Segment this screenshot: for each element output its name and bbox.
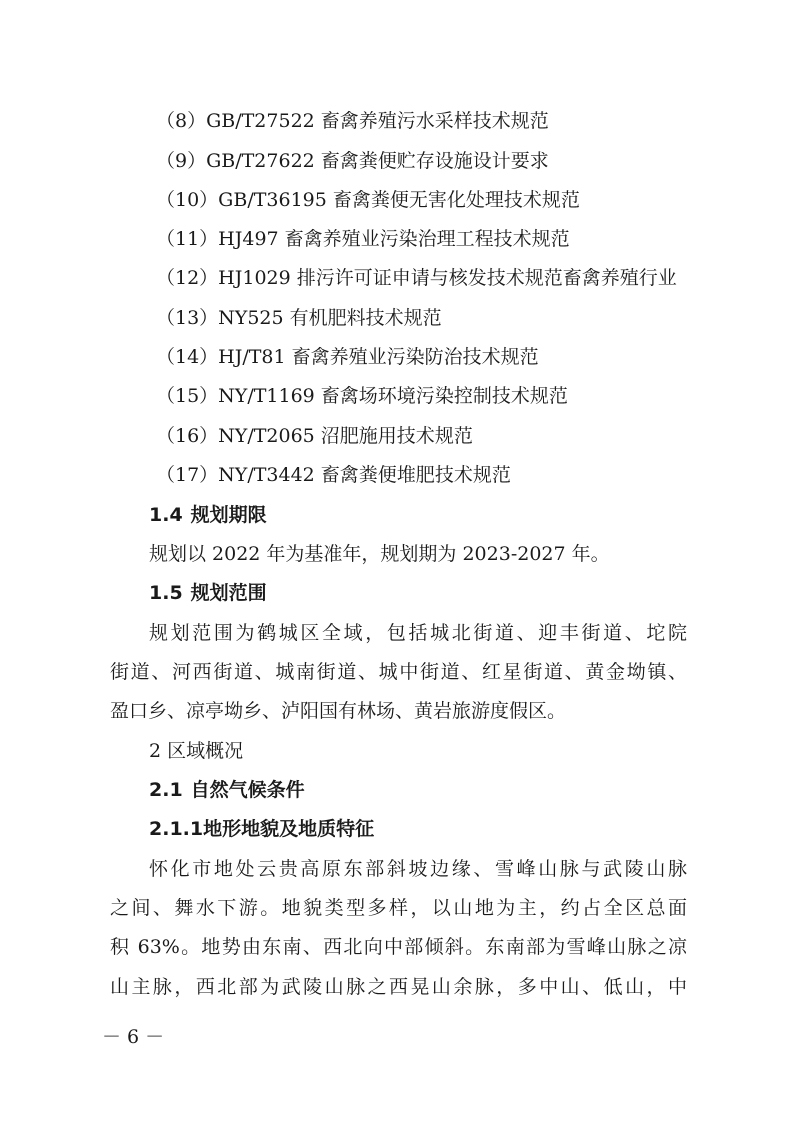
- section-2-1-1-line-4: 山主脉，西北部为武陵山脉之西晃山余脉，多中山、低山，中: [110, 976, 687, 998]
- section-2-1-1-line-3: 积 63%。地势由东南、西北向中部倾斜。东南部为雪峰山脉之凉: [110, 936, 687, 958]
- reference-item-15: （15）NY/T1169 畜禽场环境污染控制技术规范: [156, 385, 568, 407]
- section-2-1-1-line-2: 之间、舞水下游。地貌类型多样，以山地为主，约占全区总面: [110, 897, 687, 919]
- section-1-5-line-3: 盈口乡、凉亭坳乡、泸阳国有林场、黄岩旅游度假区。: [110, 700, 567, 722]
- reference-item-11: （11）HJ497 畜禽养殖业污染治理工程技术规范: [156, 228, 570, 250]
- section-heading-2-1-1: [149, 817, 729, 841]
- section-number: 2.1: [149, 779, 183, 801]
- section-title: 规划期限: [190, 504, 267, 526]
- section-title: 规划范围: [190, 582, 267, 604]
- reference-item-12: （12）HJ1029 排污许可证申请与核发技术规范畜禽养殖行业: [156, 267, 677, 289]
- reference-item-16: （16）NY/T2065 沼肥施用技术规范: [156, 425, 473, 447]
- section-heading-1-4: [149, 503, 729, 527]
- section-title: 地形地貌及地质特征: [203, 818, 375, 840]
- reference-item-8: （8）GB/T27522 畜禽养殖污水采样技术规范: [156, 110, 549, 132]
- chapter-heading-2: 2 区域概况: [149, 740, 244, 762]
- page-number: － 6 －: [102, 1026, 165, 1048]
- reference-item-14: （14）HJ/T81 畜禽养殖业污染防治技术规范: [156, 346, 539, 368]
- section-1-5-line-1: 规划范围为鹤城区全域，包括城北街道、迎丰街道、坨院: [149, 622, 687, 644]
- section-number: 2.1.1: [149, 818, 204, 840]
- reference-item-17: （17）NY/T3442 畜禽粪便堆肥技术规范: [156, 464, 511, 486]
- section-title: 自然气候条件: [190, 779, 305, 801]
- reference-item-10: （10）GB/T36195 畜禽粪便无害化处理技术规范: [156, 189, 580, 211]
- reference-item-9: （9）GB/T27622 畜禽粪便贮存设施设计要求: [156, 150, 549, 172]
- section-1-4-paragraph: 规划以 2022 年为基准年，规划期为 2023-2027 年。: [149, 543, 610, 565]
- reference-item-13: （13）NY525 有机肥料技术规范: [156, 307, 442, 329]
- section-2-1-1-line-1: 怀化市地处云贵高原东部斜坡边缘、雪峰山脉与武陵山脉: [149, 858, 687, 880]
- section-number: 1.4: [149, 504, 183, 526]
- section-heading-1-5: [149, 581, 729, 605]
- section-number: 1.5: [149, 582, 183, 604]
- section-heading-2-1: [149, 778, 729, 802]
- section-1-5-line-2: 街道、河西街道、城南街道、城中街道、红星街道、黄金坳镇、: [110, 661, 687, 683]
